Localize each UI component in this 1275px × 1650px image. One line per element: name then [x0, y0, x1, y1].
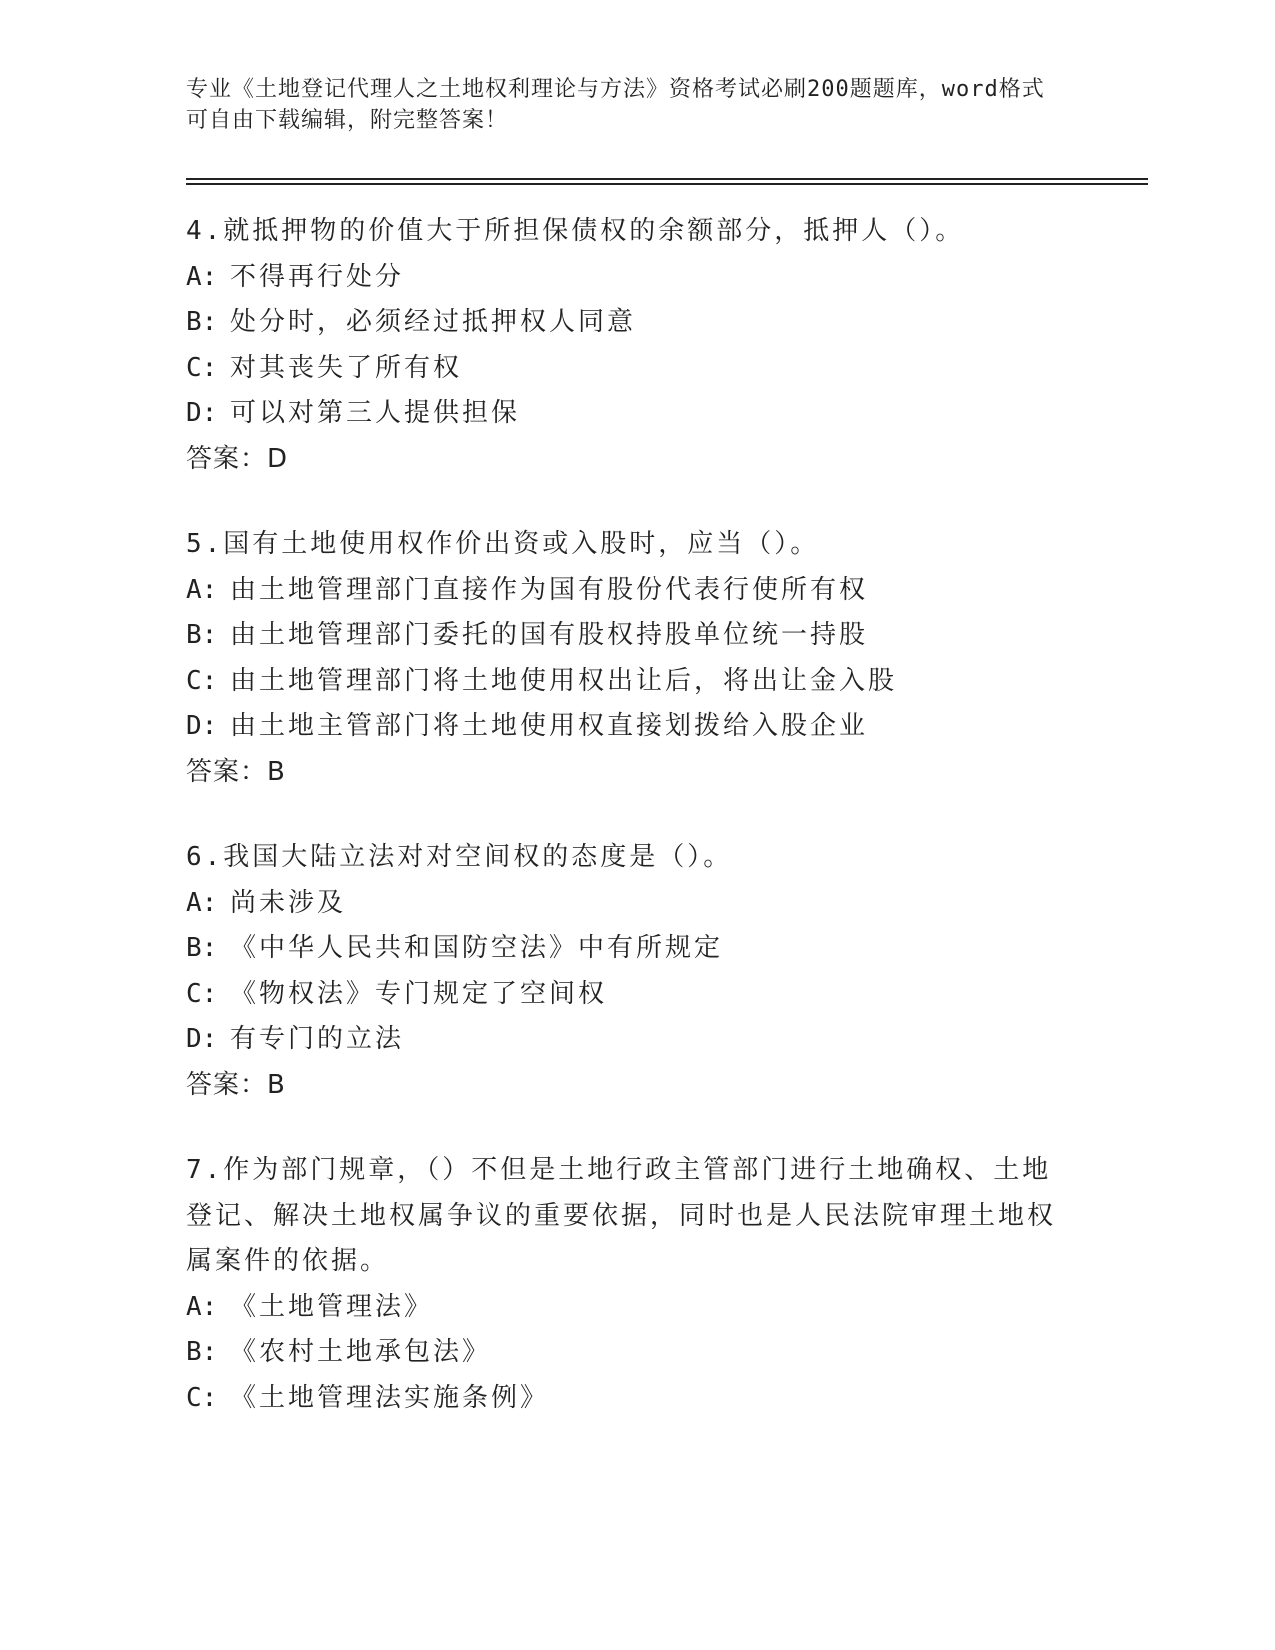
option-letter: D: [186, 711, 218, 741]
option-letter: A: [186, 1291, 218, 1322]
option-text: 《农村土地承包法》 [230, 1337, 492, 1367]
option-d [186, 704, 1066, 750]
option-a [186, 1285, 1066, 1331]
option-b [186, 613, 1066, 659]
option-d [186, 1017, 1066, 1063]
option-text: 由土地管理部门将土地使用权出让后，将出让金入股 [230, 665, 898, 696]
option-text: 《土地管理法》 [230, 1291, 434, 1322]
option-letter: D: [186, 398, 218, 428]
option-letter: D: [186, 1024, 218, 1054]
option-letter: A: [186, 261, 218, 292]
header-divider-top [186, 178, 1148, 180]
option-letter: C: [186, 1382, 218, 1413]
option-letter: B: [186, 933, 218, 963]
option-letter: C: [186, 978, 218, 1009]
option-b [186, 300, 1066, 346]
option-letter: B: [186, 1337, 218, 1367]
option-letter: C: [186, 352, 218, 383]
option-letter: B: [186, 307, 218, 337]
option-text: 《土地管理法实施条例》 [230, 1382, 550, 1413]
option-text: 由土地管理部门委托的国有股权持股单位统一持股 [230, 620, 869, 650]
question-stem: 6.我国大陆立法对对空间权的态度是（）。 [186, 842, 733, 872]
option-letter: C: [186, 665, 218, 696]
answer-line: 答案：B [186, 756, 286, 787]
option-letter: B: [186, 620, 218, 650]
option-letter: A: [186, 887, 218, 918]
question-7 [186, 1148, 1066, 1421]
option-text: 可以对第三人提供担保 [230, 398, 521, 428]
option-text: 尚未涉及 [230, 887, 347, 918]
option-d [186, 391, 1066, 437]
question-4 [186, 209, 1066, 482]
option-letter: A: [186, 574, 218, 605]
option-text: 由土地管理部门直接作为国有股份代表行使所有权 [230, 574, 869, 605]
option-b [186, 1330, 1066, 1376]
document-header: 专业《土地登记代理人之土地权利理论与方法》资格考试必刷200题题库，word格式可自由下载编辑，附完整答案！ [186, 77, 1045, 133]
option-text: 由土地主管部门将土地使用权直接划拨给入股企业 [230, 711, 869, 741]
option-text: 对其丧失了所有权 [230, 352, 463, 383]
option-text: 《物权法》专门规定了空间权 [230, 978, 608, 1009]
option-c [186, 1376, 1066, 1422]
option-text: 有专门的立法 [230, 1024, 405, 1054]
option-a [186, 881, 1066, 927]
header-divider-bottom [186, 183, 1148, 185]
option-a [186, 568, 1066, 614]
answer-line: 答案：D [186, 443, 289, 474]
option-b [186, 926, 1066, 972]
question-stem: 4.就抵押物的价值大于所担保债权的余额部分，抵押人（）。 [186, 216, 965, 246]
option-text: 处分时，必须经过抵押权人同意 [230, 307, 637, 337]
option-text: 不得再行处分 [230, 261, 405, 292]
question-5 [186, 522, 1066, 795]
option-c [186, 972, 1066, 1018]
question-stem: 5.国有土地使用权作价出资或入股时，应当（）。 [186, 529, 820, 559]
option-a [186, 255, 1066, 301]
question-list [186, 209, 1066, 1461]
option-c [186, 346, 1066, 392]
answer-line: 答案：B [186, 1069, 286, 1100]
question-6 [186, 835, 1066, 1108]
question-stem: 7.作为部门规章，（）不但是土地行政主管部门进行土地确权、土地登记、解决土地权属争议的重要依据，同时也是人民法院审理土地权属案件的依据。 [186, 1155, 1057, 1276]
option-c [186, 659, 1066, 705]
option-text: 《中华人民共和国防空法》中有所规定 [230, 933, 724, 963]
